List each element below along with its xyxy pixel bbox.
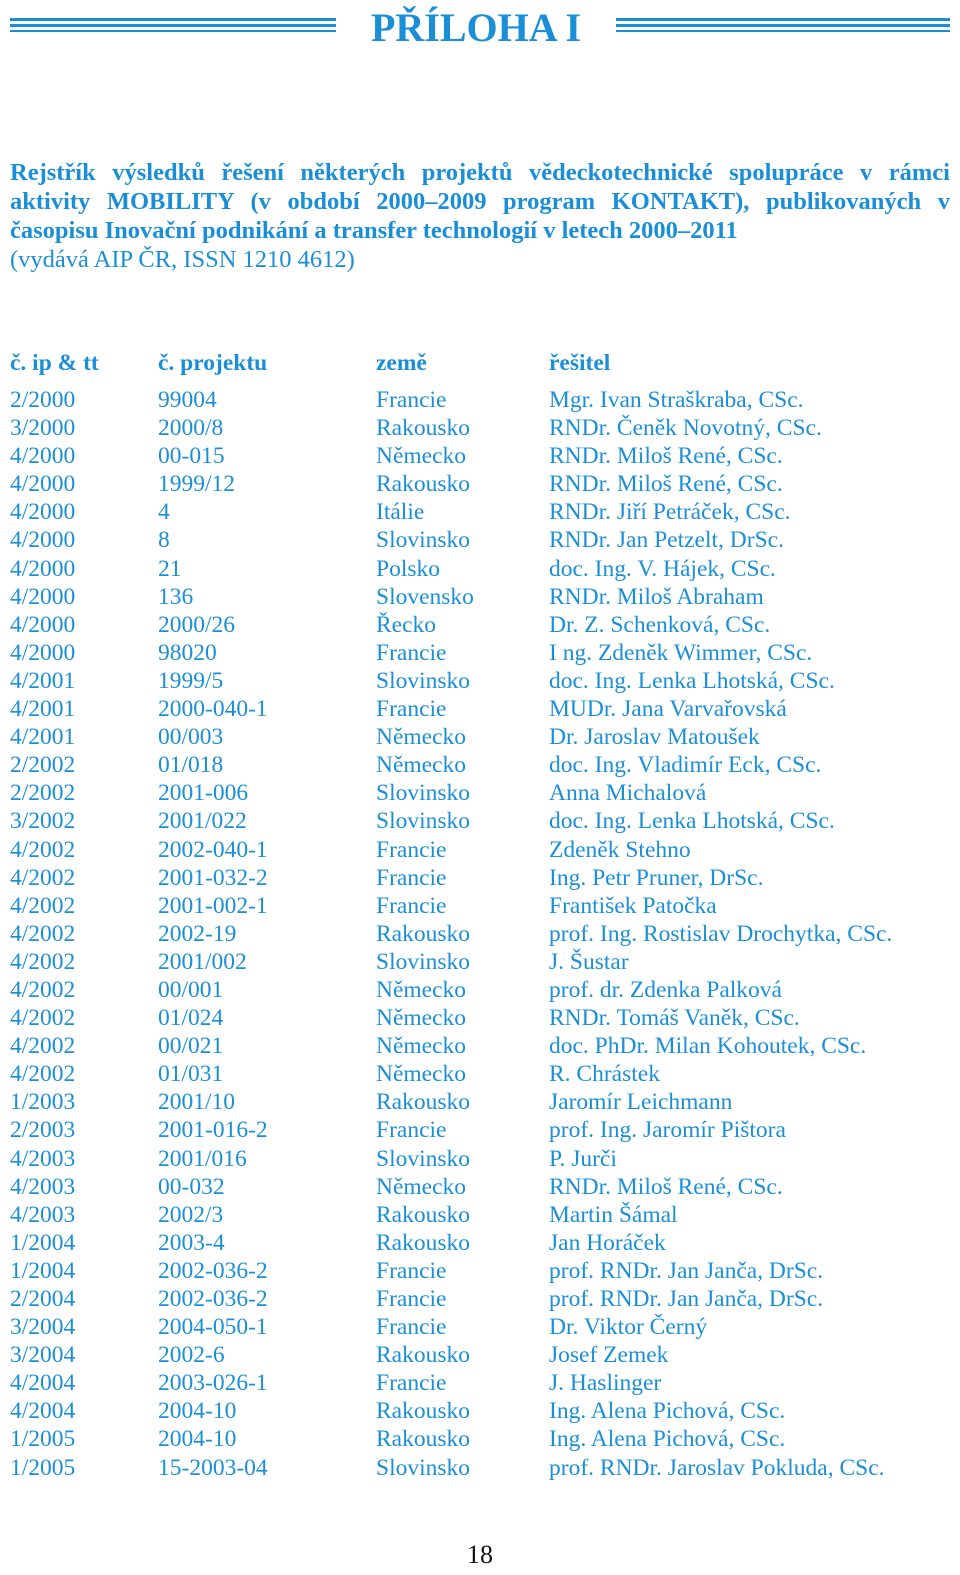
cell-researcher: J. Šustar [549, 948, 629, 975]
cell-project: 2003-4 [158, 1229, 225, 1256]
column-header-researcher: řešitel [549, 350, 611, 376]
cell-researcher: doc. Ing. Lenka Lhotská, CSc. [549, 808, 835, 835]
cell-researcher: RNDr. Jan Petzelt, DrSc. [549, 527, 784, 554]
cell-researcher: RNDr. Tomáš Vaněk, CSc. [549, 1005, 800, 1032]
table-row [10, 1201, 950, 1229]
column-header-issue: č. ip & tt [10, 350, 99, 376]
results-table [10, 346, 950, 1482]
table-row [10, 442, 950, 470]
cell-issue: 4/2004 [10, 1398, 76, 1425]
table-row [10, 920, 950, 948]
cell-issue: 4/2002 [10, 976, 76, 1003]
cell-project: 01/018 [158, 752, 224, 779]
cell-researcher: Dr. Jaroslav Matoušek [549, 724, 760, 751]
table-row [10, 723, 950, 751]
cell-project: 2000-040-1 [158, 696, 268, 723]
cell-researcher: prof. RNDr. Jaroslav Pokluda, CSc. [549, 1454, 885, 1481]
cell-researcher: RNDr. Miloš René, CSc. [549, 443, 783, 470]
table-row [10, 414, 950, 442]
cell-issue: 2/2000 [10, 387, 76, 413]
cell-researcher: František Patočka [549, 892, 717, 919]
cell-project: 4 [158, 499, 170, 526]
cell-country: Německo [376, 1061, 467, 1088]
cell-issue: 4/2000 [10, 443, 76, 470]
cell-country: Francie [376, 696, 447, 723]
cell-issue: 4/2000 [10, 555, 76, 582]
cell-issue: 4/2002 [10, 836, 76, 863]
table-row [10, 1425, 950, 1453]
cell-issue: 1/2005 [10, 1454, 76, 1481]
table-header-row [10, 346, 950, 386]
cell-project: 1999/5 [158, 667, 224, 694]
cell-issue: 4/2001 [10, 667, 76, 694]
cell-issue: 2/2002 [10, 780, 76, 807]
cell-country: Francie [376, 639, 447, 666]
cell-country: Německo [376, 1033, 467, 1060]
column-header-country: země [376, 350, 427, 376]
cell-researcher: J. Haslinger [549, 1370, 662, 1397]
table-row [10, 1088, 950, 1116]
cell-issue: 1/2003 [10, 1089, 76, 1116]
cell-researcher: doc. Ing. Vladimír Eck, CSc. [549, 752, 822, 779]
cell-country: Slovinsko [376, 667, 471, 694]
table-row [10, 807, 950, 835]
cell-country: Francie [376, 1117, 447, 1144]
cell-country: Slovinsko [376, 527, 471, 554]
cell-researcher: doc. PhDr. Milan Kohoutek, CSc. [549, 1033, 867, 1060]
page-header [0, 0, 960, 60]
table-row [10, 1173, 950, 1201]
table-row [10, 779, 950, 807]
cell-researcher: Ing. Petr Pruner, DrSc. [549, 864, 764, 891]
table-row [10, 1313, 950, 1341]
cell-researcher: Ing. Alena Pichová, CSc. [549, 1426, 786, 1453]
table-row [10, 1257, 950, 1285]
table-row [10, 864, 950, 892]
table-row [10, 639, 950, 667]
cell-project: 2000/26 [158, 611, 236, 638]
cell-project: 2003-026-1 [158, 1370, 268, 1397]
cell-project: 2004-050-1 [158, 1314, 268, 1341]
cell-project: 8 [158, 527, 170, 554]
cell-issue: 4/2002 [10, 864, 76, 891]
table-row [10, 1369, 950, 1397]
table-row [10, 1032, 950, 1060]
cell-country: Rakousko [376, 471, 470, 498]
cell-country: Slovinsko [376, 780, 471, 807]
cell-country: Rakousko [376, 415, 470, 442]
cell-issue: 4/2002 [10, 1061, 76, 1088]
cell-country: Slovensko [376, 583, 474, 610]
cell-issue: 4/2000 [10, 583, 76, 610]
cell-project: 2002-040-1 [158, 836, 268, 863]
decorative-rule-right [616, 18, 950, 38]
cell-country: Řecko [376, 611, 437, 638]
table-row [10, 667, 950, 695]
intro-text: Rejstřík výsledků řešení některých projektů vědeckotechnické spolupráce v rámci aktivity MOBILITY (v období 2000–2009 program KONTAKT), publikovaných v časopisu Inovační podnikání a transfer technologií v letech 2000–2011 [10, 159, 950, 244]
cell-project: 1999/12 [158, 471, 236, 498]
cell-project: 2004-10 [158, 1426, 237, 1453]
cell-country: Německo [376, 976, 467, 1003]
cell-country: Francie [376, 892, 447, 919]
cell-researcher: RNDr. Miloš Abraham [549, 583, 764, 610]
cell-researcher: prof. RNDr. Jan Janča, DrSc. [549, 1257, 824, 1284]
cell-country: Německo [376, 1005, 467, 1032]
cell-project: 2001/10 [158, 1089, 236, 1116]
cell-issue: 2/2004 [10, 1286, 76, 1312]
cell-researcher: doc. Ing. V. Hájek, CSc. [549, 555, 776, 582]
cell-project: 00/003 [158, 724, 224, 751]
cell-project: 00/021 [158, 1033, 224, 1060]
cell-country: Rakousko [376, 1342, 470, 1369]
cell-project: 2002-19 [158, 920, 237, 947]
cell-issue: 4/2000 [10, 639, 76, 666]
cell-country: Německo [376, 752, 467, 779]
cell-project: 2001-006 [158, 780, 249, 807]
cell-researcher: Dr. Viktor Černý [549, 1314, 708, 1341]
cell-project: 2004-10 [158, 1398, 237, 1425]
cell-country: Německo [376, 724, 467, 751]
cell-researcher: I ng. Zdeněk Wimmer, CSc. [549, 639, 813, 666]
table-row [10, 1341, 950, 1369]
cell-issue: 4/2002 [10, 1005, 76, 1032]
table-row [10, 498, 950, 526]
table-row [10, 1454, 950, 1482]
cell-issue: 4/2000 [10, 527, 76, 554]
cell-issue: 3/2002 [10, 808, 76, 835]
table-row [10, 892, 950, 920]
cell-project: 21 [158, 555, 182, 582]
cell-researcher: Ing. Alena Pichová, CSc. [549, 1398, 786, 1425]
cell-project: 98020 [158, 639, 217, 666]
cell-issue: 3/2000 [10, 415, 76, 442]
cell-issue: 4/2002 [10, 892, 76, 919]
cell-country: Rakousko [376, 1089, 470, 1116]
cell-project: 2001/002 [158, 948, 247, 975]
table-row [10, 1116, 950, 1144]
page-number: 18 [467, 1540, 493, 1569]
cell-country: Francie [376, 1314, 447, 1341]
cell-project: 00-015 [158, 443, 225, 470]
cell-researcher: RNDr. Miloš René, CSc. [549, 471, 783, 498]
cell-researcher: RNDr. Jiří Petráček, CSc. [549, 499, 791, 526]
cell-issue: 4/2002 [10, 920, 76, 947]
cell-issue: 4/2003 [10, 1145, 76, 1172]
cell-researcher: MUDr. Jana Varvařovská [549, 696, 787, 723]
cell-issue: 4/2001 [10, 724, 76, 751]
table-row [10, 1285, 950, 1313]
cell-country: Slovinsko [376, 948, 471, 975]
cell-researcher: Zdeněk Stehno [549, 836, 691, 863]
cell-researcher: Anna Michalová [549, 780, 707, 807]
cell-researcher: prof. dr. Zdenka Palková [549, 976, 782, 1003]
cell-researcher: P. Jurči [549, 1145, 617, 1172]
cell-country: Slovinsko [376, 1454, 471, 1481]
cell-project: 2002-6 [158, 1342, 225, 1369]
cell-country: Polsko [376, 555, 440, 582]
cell-country: Itálie [376, 499, 425, 526]
cell-researcher: prof. RNDr. Jan Janča, DrSc. [549, 1286, 824, 1312]
cell-issue: 3/2004 [10, 1314, 76, 1341]
cell-issue: 1/2004 [10, 1257, 76, 1284]
cell-country: Francie [376, 836, 447, 863]
cell-issue: 4/2000 [10, 611, 76, 638]
cell-country: Slovinsko [376, 1145, 471, 1172]
table-row [10, 386, 950, 414]
page-title: PŘÍLOHA I [370, 5, 582, 50]
table-row [10, 751, 950, 779]
decorative-rule-left [10, 18, 336, 38]
cell-researcher: R. Chrástek [549, 1061, 660, 1088]
cell-project: 136 [158, 583, 194, 610]
intro-paragraph [10, 158, 950, 274]
cell-researcher: doc. Ing. Lenka Lhotská, CSc. [549, 667, 835, 694]
cell-country: Rakousko [376, 920, 470, 947]
cell-country: Německo [376, 1173, 467, 1200]
cell-country: Francie [376, 1257, 447, 1284]
table-row [10, 555, 950, 583]
intro-publisher-note: (vydává AIP ČR, ISSN 1210 4612) [10, 246, 355, 273]
table-row [10, 526, 950, 554]
cell-project: 2001-032-2 [158, 864, 268, 891]
cell-researcher: Jan Horáček [549, 1229, 666, 1256]
cell-researcher: Martin Šámal [549, 1201, 678, 1228]
cell-issue: 1/2004 [10, 1229, 76, 1256]
cell-project: 2001/016 [158, 1145, 247, 1172]
table-row [10, 583, 950, 611]
cell-project: 01/031 [158, 1061, 224, 1088]
cell-project: 2002/3 [158, 1201, 224, 1228]
cell-issue: 4/2003 [10, 1201, 76, 1228]
cell-country: Francie [376, 864, 447, 891]
table-row [10, 470, 950, 498]
table-row [10, 1004, 950, 1032]
table-row [10, 1229, 950, 1257]
cell-researcher: RNDr. Miloš René, CSc. [549, 1173, 783, 1200]
cell-researcher: prof. Ing. Rostislav Drochytka, CSc. [549, 920, 893, 947]
table-row [10, 1060, 950, 1088]
cell-project: 2002-036-2 [158, 1286, 268, 1312]
cell-country: Slovinsko [376, 808, 471, 835]
cell-country: Francie [376, 387, 447, 413]
table-row [10, 1145, 950, 1173]
cell-issue: 4/2003 [10, 1173, 76, 1200]
cell-issue: 4/2002 [10, 1033, 76, 1060]
table-row [10, 695, 950, 723]
cell-project: 00/001 [158, 976, 224, 1003]
cell-project: 01/024 [158, 1005, 224, 1032]
cell-project: 2001-002-1 [158, 892, 268, 919]
table-row [10, 1397, 950, 1425]
cell-country: Německo [376, 443, 467, 470]
cell-issue: 1/2005 [10, 1426, 76, 1453]
cell-project: 2001/022 [158, 808, 247, 835]
cell-issue: 4/2002 [10, 948, 76, 975]
cell-country: Rakousko [376, 1229, 470, 1256]
table-row [10, 976, 950, 1004]
table-row [10, 836, 950, 864]
cell-project: 00-032 [158, 1173, 225, 1200]
cell-issue: 4/2000 [10, 499, 76, 526]
cell-issue: 2/2002 [10, 752, 76, 779]
cell-researcher: Josef Zemek [549, 1342, 669, 1369]
cell-issue: 2/2003 [10, 1117, 76, 1144]
cell-country: Francie [376, 1286, 447, 1312]
cell-researcher: Dr. Z. Schenková, CSc. [549, 611, 771, 638]
cell-country: Rakousko [376, 1201, 470, 1228]
cell-country: Francie [376, 1370, 447, 1397]
cell-issue: 3/2004 [10, 1342, 76, 1369]
cell-project: 2000/8 [158, 415, 224, 442]
cell-country: Rakousko [376, 1398, 470, 1425]
cell-researcher: prof. Ing. Jaromír Pištora [549, 1117, 786, 1144]
table-row [10, 611, 950, 639]
cell-researcher: Jaromír Leichmann [549, 1089, 733, 1116]
cell-issue: 4/2004 [10, 1370, 76, 1397]
cell-project: 2001-016-2 [158, 1117, 268, 1144]
column-header-project: č. projektu [158, 350, 268, 376]
cell-country: Rakousko [376, 1426, 470, 1453]
cell-researcher: RNDr. Čeněk Novotný, CSc. [549, 415, 822, 442]
cell-project: 15-2003-04 [158, 1454, 268, 1481]
cell-researcher: Mgr. Ivan Straškraba, CSc. [549, 387, 804, 413]
table-row [10, 948, 950, 976]
table-body [10, 386, 950, 1482]
cell-project: 2002-036-2 [158, 1257, 268, 1284]
cell-project: 99004 [158, 387, 217, 413]
cell-issue: 4/2001 [10, 696, 76, 723]
cell-issue: 4/2000 [10, 471, 76, 498]
